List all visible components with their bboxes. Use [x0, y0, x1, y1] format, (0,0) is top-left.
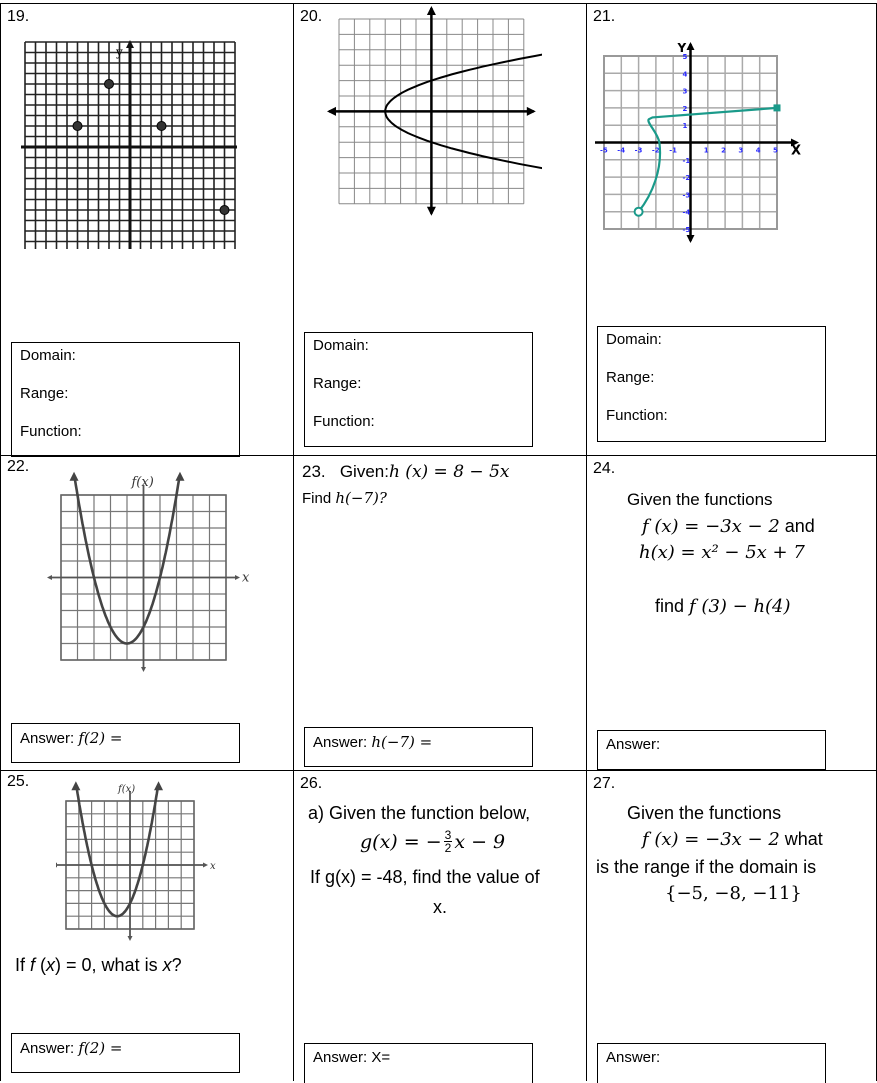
q-text: ?: [171, 955, 182, 975]
y-tick-label: -3: [682, 191, 691, 200]
problem-24-line4: [655, 596, 791, 617]
problem-24-line1: Given the functions: [627, 490, 773, 509]
problem-26-cell: [293, 770, 586, 1081]
what-text: what: [779, 829, 823, 849]
h-function-expression: h(x) = x² − 5x + 7: [639, 542, 805, 563]
find-label: Find: [302, 490, 336, 507]
problem-27-line3: is the range if the domain is: [596, 857, 817, 877]
y-axis-arrow-icon: [141, 667, 146, 672]
problem-number: 21.: [593, 8, 616, 25]
problem-26-line4: x.: [433, 897, 448, 917]
domain-label: Domain:: [20, 347, 76, 364]
given-expression: h (x) = 8 − 5x: [388, 462, 510, 482]
answer-expression: f(2) =: [78, 1039, 123, 1057]
x-tick-label: 4: [755, 146, 761, 155]
find-expression: f (3) − h(4): [689, 596, 791, 617]
x-axis-arrow-icon: [47, 575, 52, 580]
x-tick-label: 1: [703, 146, 709, 155]
y-tick-label: -4: [682, 208, 691, 217]
problem-25-cell: [0, 770, 293, 1081]
q-text: ) = 0, what is: [55, 955, 163, 975]
domain-label: Domain:: [606, 331, 662, 348]
graph-22: [41, 461, 271, 676]
answer-label: Answer:: [20, 1040, 79, 1057]
answer-label: Answer:: [606, 1049, 661, 1066]
problem-27-line1: Given the functions: [627, 803, 782, 823]
g-rhs: x − 9: [454, 830, 506, 853]
y-tick-label: 4: [682, 70, 688, 79]
find-expression: h(−7)?: [335, 489, 387, 507]
problem-21-answer-box[interactable]: [597, 326, 826, 442]
y-tick-label: 5: [682, 53, 688, 61]
y-axis-arrow-icon: [427, 6, 436, 15]
range-label: Range:: [20, 385, 69, 402]
y-axis-arrow-icon: [687, 42, 695, 50]
problem-25-answer-box[interactable]: [11, 1033, 240, 1073]
problem-24-line2: [642, 516, 815, 537]
answer-label: Answer:: [313, 734, 372, 751]
function-label: Function:: [313, 413, 375, 430]
open-endpoint: [635, 208, 643, 216]
x-axis-label: x: [210, 861, 216, 872]
fraction-denominator: 2: [444, 841, 452, 855]
y-tick-label: -5: [682, 226, 691, 234]
problem-22-answer-box[interactable]: [11, 723, 240, 763]
y-axis-arrow-icon: [687, 235, 695, 243]
y-axis-label: y: [116, 45, 123, 59]
problem-23-find: [302, 489, 387, 507]
problem-27-cell: [586, 770, 877, 1081]
q-f: f: [30, 955, 36, 975]
problem-25-question: [15, 955, 182, 976]
curve-arrow-icon: [175, 472, 184, 481]
y-axis-label: Y: [677, 41, 687, 55]
answer-label: Answer:: [606, 736, 661, 753]
y-axis-arrow-icon: [427, 207, 436, 216]
y-tick-label: 1: [682, 122, 688, 131]
y-tick-label: -2: [682, 174, 691, 183]
curve-arrow-icon: [154, 781, 163, 790]
x-tick-label: 3: [738, 146, 744, 155]
problem-number: 24.: [593, 460, 616, 477]
problem-number: 23.: [302, 462, 326, 481]
fraction: [444, 829, 453, 854]
data-point: [157, 122, 166, 131]
x-tick-label: -4: [617, 146, 626, 155]
problem-number: 19.: [7, 8, 30, 25]
x-axis-arrow-icon: [527, 107, 536, 116]
range-label: Range:: [313, 375, 362, 392]
domain-label: Domain:: [313, 337, 369, 354]
problem-21-cell: [586, 3, 877, 456]
x-axis-arrow-icon: [203, 863, 208, 868]
closed-endpoint: [774, 104, 781, 111]
function-label: Function:: [606, 407, 668, 424]
y-tick-label: 3: [682, 87, 688, 96]
answer-expression: f(2) =: [78, 729, 123, 747]
q-x: x: [46, 955, 56, 975]
problem-number: 27.: [593, 775, 616, 792]
curve-arrow-icon: [70, 472, 79, 481]
y-axis-arrow-icon: [128, 936, 133, 941]
problem-number: 26.: [300, 775, 323, 792]
data-point: [220, 206, 229, 215]
problem-24-answer-box[interactable]: [597, 730, 826, 770]
x-tick-label: -2: [651, 146, 660, 155]
find-label: find: [655, 596, 690, 616]
domain-set: {−5, −8, −11}: [665, 883, 802, 904]
problem-number: 22.: [7, 458, 30, 475]
graph-19: [15, 34, 237, 249]
f-function-expression: f (x) = −3x − 2: [642, 829, 780, 850]
problem-26-line1: a) Given the function below,: [308, 803, 531, 823]
problem-number: 20.: [300, 8, 323, 25]
x-tick-label: -3: [634, 146, 643, 155]
graph-25: [56, 776, 231, 941]
x-axis-arrow-icon: [235, 575, 240, 580]
problem-20-answer-box[interactable]: [304, 332, 533, 447]
problem-27-line4: [665, 883, 802, 904]
answer-label: Answer:: [20, 730, 79, 747]
x-axis-label: X: [791, 143, 802, 159]
x-tick-label: -5: [600, 146, 608, 155]
range-label: Range:: [606, 369, 655, 386]
x-tick-label: -1: [669, 146, 677, 155]
problem-26-line3: If g(x) = -48, find the value of: [310, 867, 540, 887]
and-text: and: [779, 516, 815, 536]
x-axis-label: x: [242, 570, 250, 586]
problem-27-line2: [642, 829, 823, 850]
problem-26-answer-box[interactable]: [304, 1043, 533, 1083]
graph-21: [587, 34, 802, 249]
curve-arrow-icon: [71, 781, 80, 790]
y-axis-label: f(x): [131, 475, 154, 490]
fraction-numerator: 3: [444, 828, 452, 842]
answer-label: Answer: X=: [313, 1049, 391, 1066]
problem-24-cell: [586, 455, 877, 771]
x-tick-label: 2: [721, 146, 726, 155]
q-text: If: [15, 955, 31, 975]
x-axis-arrow-icon: [327, 107, 336, 116]
data-point: [73, 122, 82, 131]
problem-19-cell: [0, 3, 293, 456]
problem-26-equation: [360, 829, 505, 854]
function-label: Function:: [20, 423, 82, 440]
q-text: (: [35, 955, 47, 975]
problem-19-answer-box[interactable]: [11, 342, 240, 457]
f-function-expression: f (x) = −3x − 2: [642, 516, 780, 537]
problem-23-given: [302, 462, 509, 482]
y-tick-label: 2: [682, 104, 688, 113]
problem-23-cell: [293, 455, 586, 771]
problem-23-answer-box[interactable]: [304, 727, 533, 767]
x-axis-arrow-icon: [56, 863, 57, 868]
x-tick-label: 5: [773, 146, 778, 155]
y-axis-label: f(x): [118, 784, 136, 795]
given-label: Given:: [339, 462, 389, 481]
problem-24-line3: [639, 542, 805, 563]
problem-number: 25.: [7, 773, 30, 790]
q-x: x: [162, 955, 172, 975]
problem-22-cell: [0, 455, 293, 771]
y-tick-label: -1: [682, 156, 691, 165]
answer-expression: h(−7) =: [371, 733, 433, 751]
problem-27-answer-box[interactable]: [597, 1043, 826, 1083]
graph-20: [322, 4, 542, 219]
g-lhs: g(x) = −: [360, 830, 442, 853]
data-point: [105, 80, 114, 89]
problem-20-cell: [293, 3, 586, 456]
